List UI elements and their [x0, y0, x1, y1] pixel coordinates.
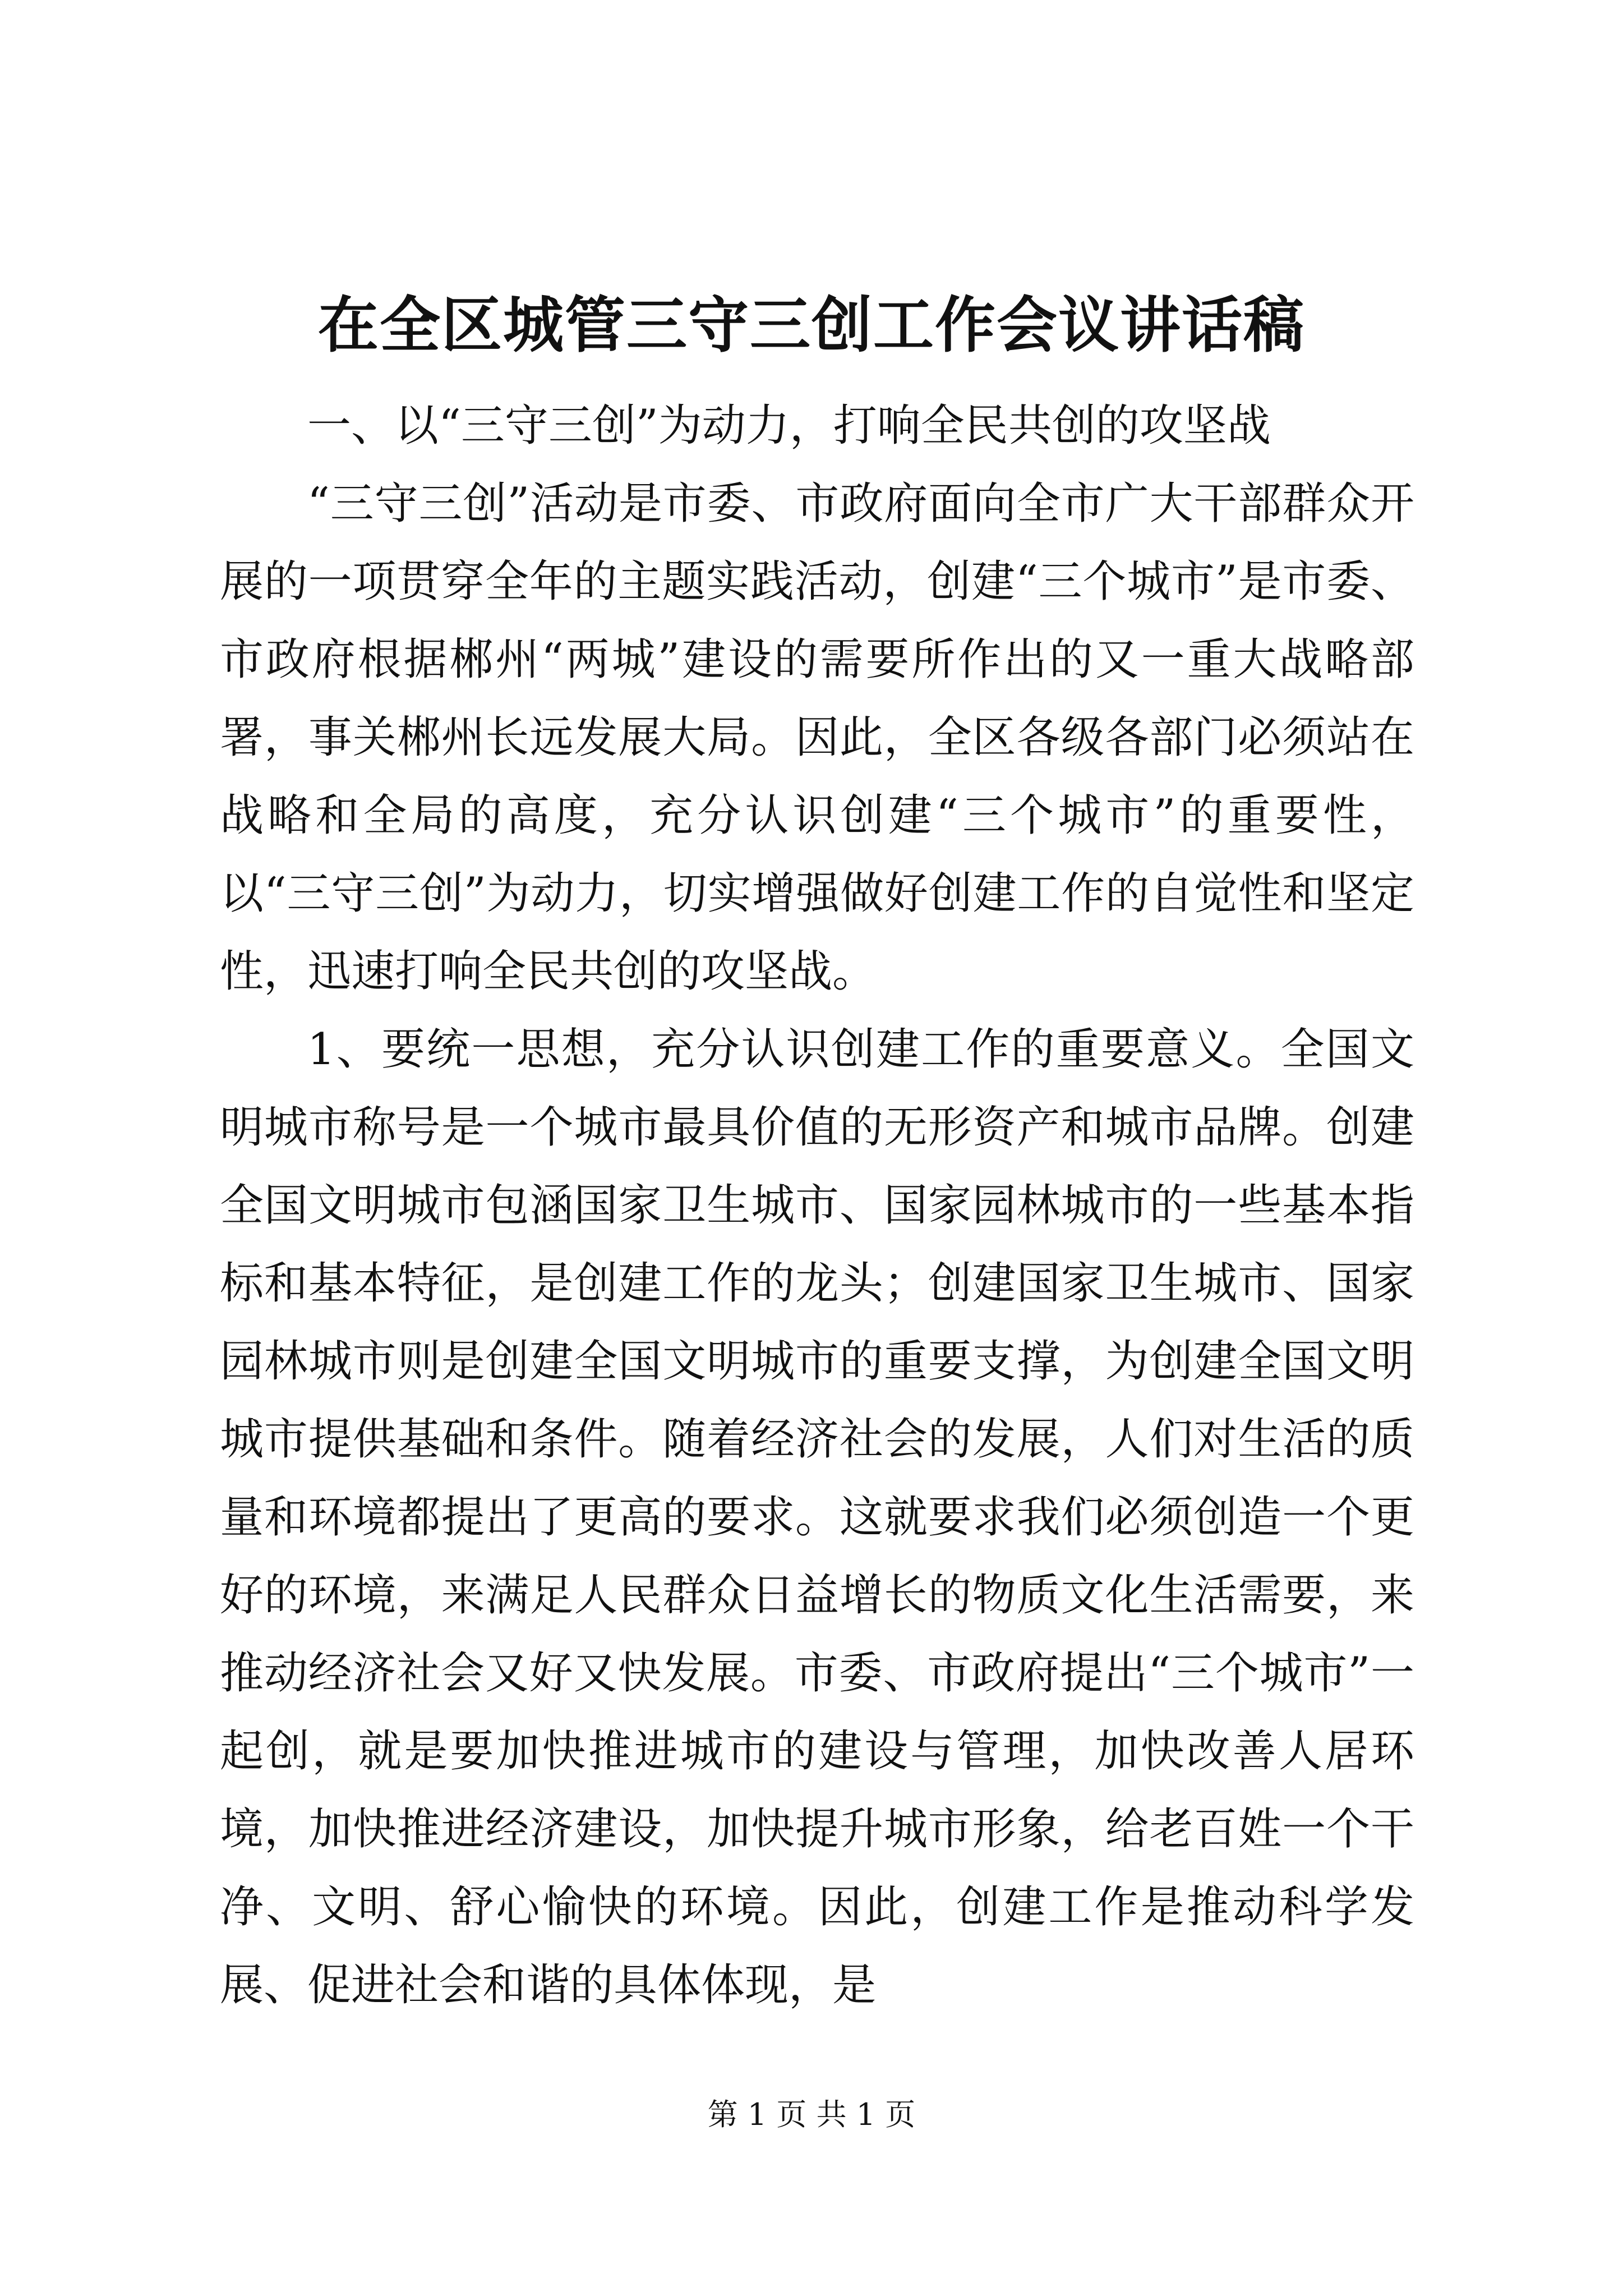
document-title: 在全区城管三守三创工作会议讲话稿: [317, 290, 1305, 361]
section-heading: 一、以“三守三创”为动力，打响全民共创的攻坚战: [307, 401, 1271, 451]
document-body: [220, 387, 1414, 2024]
paragraph-1: “三守三创”活动是市委、市政府面向全市广大干部群众开展的一项贯穿全年的主题实践活动，创建“三个城市”是市委、市政府根据郴州“两城”建设的需要所作出的又一重大战略部署，事关郴州长远发展大局。因此，全区各级各部门必须站在战略和全局的高度，充分认识创建“三个城市”的重要性，以“三守三创”为动力，切实增强做好创建工作的自觉性和坚定性，迅速打响全民共创的攻坚战。: [220, 478, 1414, 997]
page-number-footer: 第 1 页 共 1 页: [707, 2097, 916, 2132]
paragraph-2: 1、要统一思想，充分认识创建工作的重要意义。全国文明城市称号是一个城市最具价值的无形资产和城市品牌。创建全国文明城市包涵国家卫生城市、国家园林城市的一些基本指标和基本特征，是创建工作的龙头；创建国家卫生城市、国家园林城市则是创建全国文明城市的重要支撑，为创建全国文明城市提供基础和条件。随着经济社会的发展，人们对生活的质量和环境都提出了更高的要求。这就要求我们必须创造一个更好的环境，来满足人民群众日益增长的物质文化生活需要，来推动经济社会又好又快发展。市委、市政府提出“三个城市”一起创，就是要加快推进城市的建设与管理，加快改善人居环境，加快推进经济建设，加快提升城市形象，给老百姓一个干净、文明、舒心愉快的环境。因此，创建工作是推动科学发展、促进社会和谐的具体体现，是: [220, 1024, 1414, 2010]
